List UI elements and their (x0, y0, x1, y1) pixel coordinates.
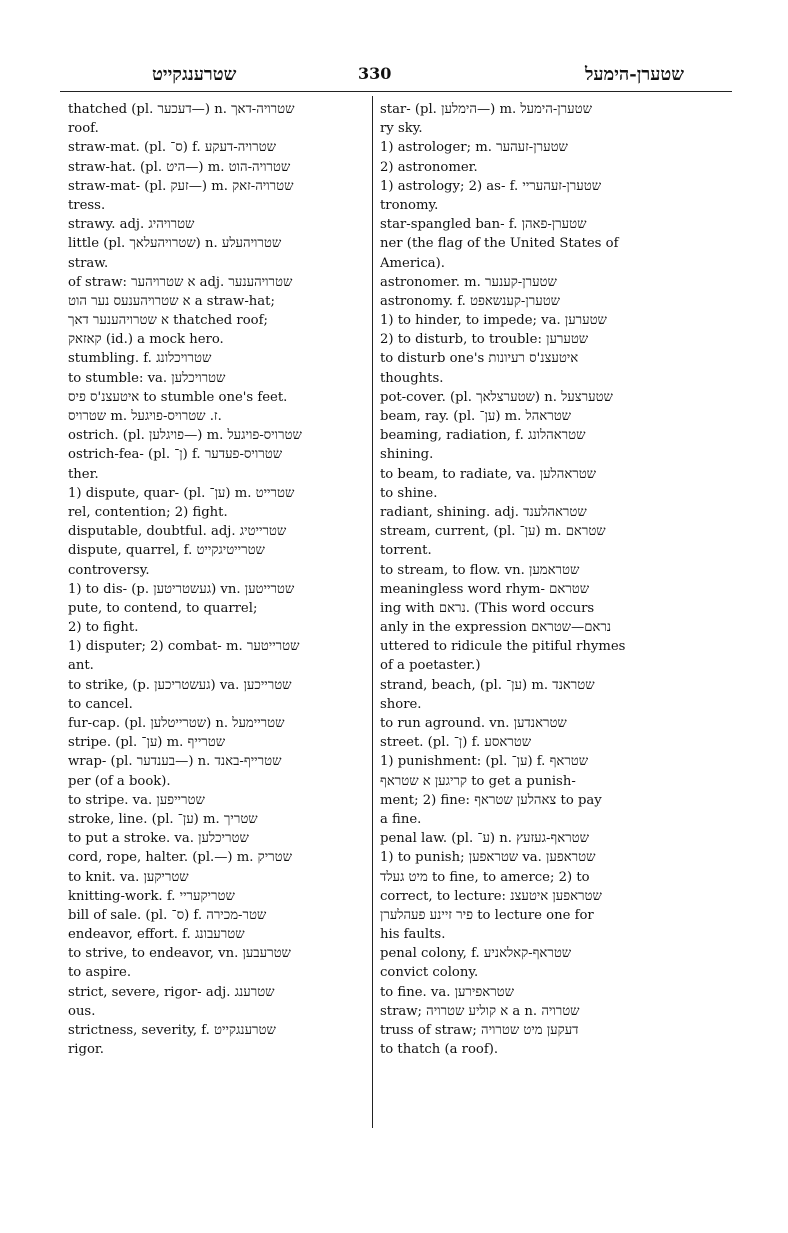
dictionary-line: ther. (68, 466, 99, 482)
dictionary-line: penal law. (pl. ע־) n. שטראף-געזעץ (380, 831, 589, 847)
dictionary-line: star-spangled ban- f. שטערן-פאהן (380, 217, 587, 233)
dictionary-line: to cancel. (68, 696, 133, 712)
dictionary-line: 1) astrology; 2) as- f. שטערן-זעהעריי (380, 178, 602, 194)
dictionary-line: uttered to ridicule the pitiful rhymes (380, 639, 626, 655)
dictionary-line: radiant, shining. adj. שטראהלענד (380, 504, 587, 520)
dictionary-line: שטרויס m. ז. שטרויס-פויגעל. (68, 409, 222, 424)
dictionary-line: beam, ray. (pl. ען־) m. שטראהל (380, 409, 571, 424)
dictionary-line: א שטרויהענעס נער הוט a straw-hat; (68, 293, 275, 309)
left-guide-word: שטרענגקייט (152, 64, 237, 85)
dictionary-line: correct, to lecture: שטראפען איטעצנ (380, 888, 602, 904)
header-rule (60, 91, 732, 92)
dictionary-line: to shine. (380, 485, 438, 501)
dictionary-line: knitting-work. f. שטריקעריי (68, 888, 235, 904)
dictionary-line: pot-cover. (pl. שטערצלאך) n. שטערצעל (380, 389, 613, 405)
dictionary-line: straw-hat. (pl. היט—) m. שטרויה-הוט (68, 159, 291, 175)
dictionary-line: 1) astrologer; m. שטערן-זעהער (380, 140, 568, 156)
dictionary-line: rel, contention; 2) fight. (68, 504, 228, 520)
dictionary-line: convict colony. (380, 965, 479, 981)
dictionary-line: ant. (68, 658, 94, 674)
dictionary-line: 1) punishment: (pl. ען־) f. שטראף (380, 754, 589, 770)
dictionary-line: dispute, quarrel, f. שטרייטיגקייט (68, 543, 265, 559)
dictionary-line: 2) to disturb, to trouble: שטערען (380, 332, 589, 348)
dictionary-line: to strive, to endeavor, vn. שטרעבען (68, 946, 291, 962)
left-column (68, 100, 366, 1059)
dictionary-line: pute, to contend, to quarrel; (68, 600, 258, 616)
dictionary-line: roof. (68, 121, 99, 137)
dictionary-line: cord, rope, halter. (pl.—) m. שטריק (68, 850, 292, 866)
dictionary-line: per (of a book). (68, 773, 171, 789)
dictionary-line: 2) to fight. (68, 620, 139, 636)
dictionary-line: thoughts. (380, 370, 444, 386)
dictionary-line: strict, severe, rigor- adj. שטרענג (68, 984, 275, 1000)
dictionary-line: ner (the flag of the United States of (380, 236, 619, 252)
dictionary-line: strictness, severity, f. שטרענגקייט (68, 1023, 276, 1038)
dictionary-line: shore. (380, 696, 422, 712)
dictionary-line: to stumble: va. שטרויכלען (68, 370, 226, 386)
dictionary-line: strawy. adj. שטרויהיג (68, 217, 195, 233)
dictionary-line: wrap- (pl. בענדער—) n. שטרייף-באנד (68, 754, 282, 770)
dictionary-line: straw-mat. (pl. ס־) f. שטרויה-דעקע (68, 140, 276, 156)
dictionary-line: to aspire. (68, 965, 132, 981)
dictionary-line: stumbling. f. שטרויכלונג (68, 351, 212, 367)
dictionary-line: stroke, line. (pl. ען־) m. שטריך (68, 811, 258, 827)
column-divider (372, 96, 373, 1128)
dictionary-line: קאזאק (id.) a mock hero. (68, 332, 224, 348)
dictionary-line: ostrich-fea- (pl. ן־) f. שטרויס-פעדער (68, 447, 283, 463)
dictionary-line: astronomer. m. שטערן-קענער (380, 274, 557, 290)
right-column (380, 100, 676, 1059)
dictionary-line: ostrich. (pl. פויגלען—) m. שטרויס-פויגעל (68, 428, 302, 444)
dictionary-line: 2) astronomer. (380, 159, 478, 175)
dictionary-line: disputable, doubtful. adj. שטרייטיג (68, 524, 287, 540)
dictionary-line: straw-mat- (pl. זעק—) m. שטרויה-זאק (68, 178, 294, 194)
page-header (60, 62, 732, 92)
dictionary-line: a fine. (380, 811, 422, 827)
dictionary-line: of a poetaster.) (380, 658, 481, 674)
dictionary-line: to beam, to radiate, va. שטראהלען (380, 466, 597, 482)
dictionary-line: star- (pl. הימלען—) m. שטערן-הימעל (380, 102, 592, 117)
dictionary-line: 1) to dis- (p. געשטריטען) vn. שטרייטען (68, 581, 295, 597)
dictionary-line: stream, current, (pl. ען־) m. שטראם (380, 524, 606, 540)
dictionary-line: thatched (pl. דעכער—) n. שטרויה-דאך (68, 102, 295, 117)
dictionary-line: 1) disputer; 2) combat- m. שטרייטער (68, 639, 300, 655)
dictionary-line: torrent. (380, 543, 432, 559)
dictionary-line: to run aground. vn. שטראנדען (380, 716, 567, 731)
dictionary-line: controversy. (68, 562, 150, 578)
dictionary-line: penal colony, f. שטראף-קאלאניע (380, 946, 572, 962)
dictionary-line: rigor. (68, 1042, 104, 1058)
dictionary-line: endeavor, effort. f. שטרעבונג (68, 927, 245, 943)
dictionary-line: his faults. (380, 927, 446, 943)
dictionary-line: 1) dispute, quar- (pl. ען־) m. שטרייט (68, 485, 295, 501)
dictionary-line: פיר זיינע פעהלערן to lecture one for (380, 907, 594, 923)
dictionary-line: bill of sale. (pl. ס־) f. שטר-מכירה (68, 907, 267, 923)
dictionary-line: tress. (68, 197, 106, 213)
dictionary-line: to knit. va. שטריקען (68, 869, 189, 885)
dictionary-line: shining. (380, 447, 434, 463)
dictionary-line: meaningless word rhym- שטראם (380, 581, 590, 597)
dictionary-line: ing with נראם. (This word occurs (380, 600, 595, 616)
dictionary-line: 1) to punish; שטראפען va. שטראפען (380, 850, 596, 866)
dictionary-line: to thatch (a roof). (380, 1042, 499, 1058)
dictionary-line: tronomy. (380, 197, 439, 213)
dictionary-line: קריגען א שטראף to get a punish- (380, 773, 576, 789)
dictionary-line: strand, beach, (pl. ען־) m. שטראנד (380, 677, 595, 693)
dictionary-line: of straw: א שטרויהער adj. שטרויהענער (68, 274, 293, 290)
dictionary-line: beaming, radiation, f. שטראהלונג (380, 428, 586, 444)
right-guide-word: שטערן-הימעל (584, 64, 684, 85)
page-number: 330 (358, 64, 392, 83)
dictionary-line: to stripe. va. שטרייפען (68, 792, 205, 808)
dictionary-line: ment; 2) fine: צאהלען שטראף to pay (380, 792, 602, 808)
dictionary-line: America). (380, 255, 445, 271)
dictionary-line: fur-cap. (pl. שטרייטלען) n. שטריימעל (68, 716, 285, 731)
dictionary-line: א שטרויהענער דאך thatched roof; (68, 313, 268, 329)
dictionary-line: to fine. va. שטראפירען (380, 984, 514, 1000)
dictionary-line: to stream, to flow. vn. שטראמען (380, 562, 580, 578)
dictionary-line: astronomy. f. שטערן-קענשאפט (380, 293, 560, 309)
dictionary-line: truss of straw; דעקען מיט שטרויה (380, 1023, 579, 1038)
dictionary-line: מיט געלד to fine, to amerce; 2) to (380, 869, 590, 885)
dictionary-line: to put a stroke. va. שטריכלען (68, 831, 249, 847)
dictionary-line: stripe. (pl. ען־) m. שטרייף (68, 735, 226, 751)
dictionary-line: ous. (68, 1003, 96, 1019)
dictionary-line: to disturb one's איטעצנ'ס רעיונות (380, 351, 579, 367)
dictionary-line: straw; א קוליע שטרויה a n. שטרויה (380, 1003, 580, 1019)
dictionary-line: straw. (68, 255, 109, 271)
dictionary-line: 1) to hinder, to impede; va. שטערען (380, 313, 607, 329)
dictionary-line: anly in the expression נראם—שטראם (380, 620, 612, 636)
dictionary-line: to strike, (p. געשטריכען) va. שטרייכען (68, 677, 292, 693)
dictionary-line: street. (pl. ן־) f. שטראסע (380, 735, 532, 751)
dictionary-line: ry sky. (380, 121, 423, 137)
dictionary-line: איטעצנ'ס פיס to stumble one's feet. (68, 389, 288, 405)
dictionary-line: little (pl. שטרויהעלאך) n. שטרויהעלע (68, 236, 282, 252)
